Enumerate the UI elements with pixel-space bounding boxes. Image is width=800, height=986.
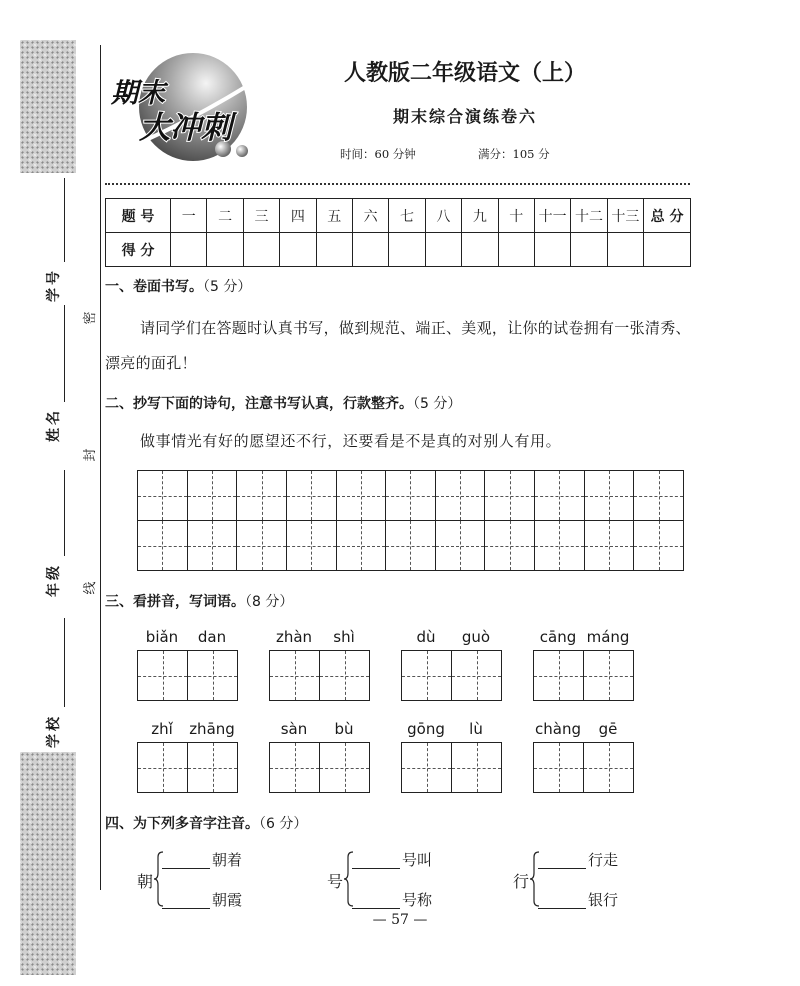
tianzige-box — [451, 650, 502, 701]
binding-pattern-top — [20, 40, 76, 173]
section2-heading — [105, 393, 461, 413]
writing-cell — [484, 520, 535, 571]
section1-points: （5 分） — [203, 279, 252, 295]
score-header-cell: 十一 — [534, 199, 570, 233]
section2-sentence: 做事情光有好的愿望还不行，还要看是不是真的对别人有用。 — [140, 432, 562, 450]
score-cell — [352, 233, 388, 267]
page-subtitle: 期末综合演练卷六 — [392, 107, 537, 126]
name-label: 姓名 — [46, 408, 62, 442]
score-header-cell: 二 — [207, 199, 243, 233]
seal-char-xian: 线 — [83, 581, 98, 595]
score-cell — [280, 233, 316, 267]
tianzige-box — [583, 742, 634, 793]
section3-heading — [105, 591, 293, 611]
writing-cell — [484, 470, 535, 521]
score-table — [105, 198, 691, 267]
score-header-cell: 总 分 — [644, 199, 691, 233]
score-row-label: 得 分 — [106, 233, 171, 267]
score-cell — [207, 233, 243, 267]
tianzige-box — [451, 742, 502, 793]
section4-heading — [105, 813, 307, 833]
tianzige-box — [187, 742, 238, 793]
tianzige-box — [533, 650, 584, 701]
score-cell — [171, 233, 207, 267]
section3-points: （8 分） — [245, 594, 294, 610]
pinyin-syllable: chàng — [535, 720, 581, 738]
tianzige-box — [137, 650, 188, 701]
pinyin-syllable: lù — [469, 720, 483, 738]
answer-blank — [162, 868, 210, 869]
student-id-line — [64, 178, 65, 262]
polyphonic-word: 朝霞 — [212, 891, 243, 909]
section2-points: （5 分） — [413, 396, 462, 412]
tianzige-box — [319, 742, 370, 793]
score-header-cell: 七 — [389, 199, 425, 233]
exam-time: 时间：60 分钟 — [340, 147, 416, 161]
full-score: 满分：105 分 — [478, 147, 550, 161]
writing-cell — [435, 470, 486, 521]
name-line — [64, 305, 65, 402]
grade-label: 年级 — [46, 563, 62, 597]
pinyin-syllable: dan — [197, 628, 227, 646]
writing-cell — [385, 470, 436, 521]
score-cell — [243, 233, 279, 267]
tianzige-box — [269, 650, 320, 701]
writing-cell — [236, 470, 287, 521]
pinyin-syllable: máng — [586, 628, 630, 646]
pinyin-syllable: dù — [416, 628, 436, 646]
pinyin-syllable: shì — [333, 628, 355, 646]
section4-points: （6 分） — [259, 816, 308, 832]
polyphonic-word: 号称 — [402, 891, 433, 909]
copy-writing-grid — [137, 470, 684, 571]
writing-cell — [385, 520, 436, 571]
writing-cell — [137, 520, 188, 571]
polyphonic-char: 号 — [327, 872, 344, 891]
pinyin-syllable: cāng — [539, 628, 577, 646]
score-table-header-row — [106, 199, 691, 233]
tianzige-box — [533, 742, 584, 793]
score-cell — [498, 233, 534, 267]
tianzige-box — [401, 650, 452, 701]
writing-cell — [187, 470, 238, 521]
writing-cell — [584, 470, 635, 521]
writing-cell — [435, 520, 486, 571]
score-header-cell: 八 — [425, 199, 461, 233]
seal-char-mi: 密 — [83, 311, 98, 325]
page-title: 人教版二年级语文（上） — [343, 61, 586, 86]
writing-cell — [534, 470, 585, 521]
polyphonic-word: 银行 — [588, 891, 619, 909]
writing-cell — [336, 520, 387, 571]
writing-cell — [137, 470, 188, 521]
score-header-cell: 十二 — [571, 199, 607, 233]
pinyin-syllable: zhàn — [275, 628, 313, 646]
writing-cell — [187, 520, 238, 571]
score-header-cell: 十三 — [607, 199, 643, 233]
section1-heading — [105, 276, 251, 296]
section3-title: 三、看拼音，写词语。 — [105, 594, 245, 610]
seal-line — [100, 45, 101, 890]
pinyin-syllable: zhāng — [189, 720, 235, 738]
polyphonic-word: 号叫 — [402, 851, 433, 869]
polyphonic-item — [513, 845, 643, 915]
score-cell — [389, 233, 425, 267]
score-cell — [534, 233, 570, 267]
polyphonic-word: 朝着 — [212, 851, 243, 869]
section4-title: 四、为下列多音字注音。 — [105, 816, 259, 832]
pinyin-syllable: sàn — [280, 720, 308, 738]
score-header-cell: 十 — [498, 199, 534, 233]
score-header-cell: 四 — [280, 199, 316, 233]
score-header-cell: 一 — [171, 199, 207, 233]
answer-blank — [162, 908, 210, 909]
polyphonic-word: 行走 — [588, 851, 619, 869]
polyphonic-char: 朝 — [137, 872, 154, 891]
answer-blank — [352, 908, 400, 909]
binding-pattern-bottom — [20, 752, 76, 975]
answer-blank — [538, 908, 586, 909]
logo-ball-small — [236, 145, 248, 157]
section1-text-line1: 请同学们在答题时认真书写，做到规范、端正、美观，让你的试卷拥有一张清秀、 — [140, 319, 691, 337]
pinyin-syllable: bù — [334, 720, 354, 738]
logo-text-line2: 大冲刺 — [139, 110, 232, 146]
score-header-cell: 题 号 — [106, 199, 171, 233]
writing-cell — [633, 520, 684, 571]
brace-icon — [154, 851, 164, 907]
score-header-cell: 六 — [352, 199, 388, 233]
polyphonic-item — [137, 845, 267, 915]
writing-cell — [633, 470, 684, 521]
score-header-cell: 三 — [243, 199, 279, 233]
score-cell — [607, 233, 643, 267]
tianzige-box — [137, 742, 188, 793]
score-cell — [316, 233, 352, 267]
tianzige-box — [319, 650, 370, 701]
answer-blank — [538, 868, 586, 869]
writing-cell — [236, 520, 287, 571]
logo — [105, 50, 255, 165]
score-table-score-row — [106, 233, 691, 267]
writing-cell — [286, 470, 337, 521]
polyphonic-item — [327, 845, 457, 915]
pinyin-syllable: zhǐ — [151, 720, 173, 738]
section1-text-line2: 漂亮的面孔！ — [105, 354, 197, 372]
writing-cell — [584, 520, 635, 571]
score-cell — [571, 233, 607, 267]
pinyin-syllable: biǎn — [145, 628, 179, 646]
logo-text-line1: 期末 — [111, 78, 165, 109]
page-number: — 57 — — [372, 912, 428, 928]
grade-line — [64, 470, 65, 556]
section1-title: 一、卷面书写。 — [105, 279, 203, 295]
writing-cell — [336, 470, 387, 521]
tianzige-box — [401, 742, 452, 793]
score-cell — [425, 233, 461, 267]
score-header-cell: 九 — [462, 199, 498, 233]
pinyin-syllable: gōng — [407, 720, 445, 738]
pinyin-syllable: guò — [461, 628, 491, 646]
score-header-cell: 五 — [316, 199, 352, 233]
writing-cell — [286, 520, 337, 571]
tianzige-box — [269, 742, 320, 793]
brace-icon — [530, 851, 540, 907]
student-id-label: 学号 — [46, 268, 62, 302]
tianzige-box — [583, 650, 634, 701]
pinyin-syllable: gē — [598, 720, 618, 738]
answer-blank — [352, 868, 400, 869]
score-cell — [462, 233, 498, 267]
writing-cell — [534, 520, 585, 571]
school-line — [64, 618, 65, 707]
tianzige-box — [187, 650, 238, 701]
school-label: 学校 — [46, 714, 62, 748]
brace-icon — [344, 851, 354, 907]
dotted-divider — [105, 183, 690, 185]
seal-char-feng: 封 — [83, 448, 98, 462]
score-cell — [644, 233, 691, 267]
section2-title: 二、抄写下面的诗句，注意书写认真，行款整齐。 — [105, 396, 413, 412]
polyphonic-char: 行 — [513, 872, 530, 891]
